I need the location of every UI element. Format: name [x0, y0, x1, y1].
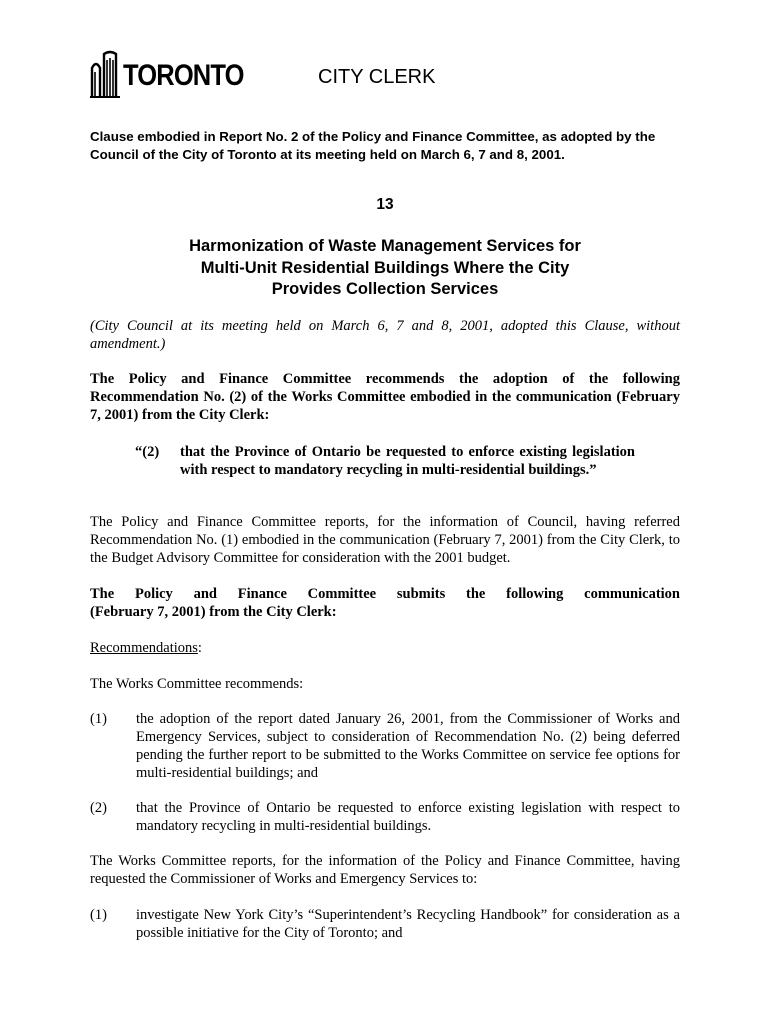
document-title: [90, 236, 680, 301]
submits-paragraph: [90, 585, 680, 621]
works-recommends: The Works Committee recommends:: [90, 676, 304, 692]
reports-paragraph: The Policy and Finance Committee reports, for the information of Council, having referred Recommendation No. (1) embodied in the communication (February 7, 2001) from the City Clerk, to the Budget Advisory Committee for consideration with the 2001 budget.: [90, 514, 680, 566]
department-name: CITY CLERK: [318, 66, 436, 88]
submits-line: The Policy and Finance Committee submits the following communication: [90, 586, 680, 602]
works-reports: The Works Committee reports, for the information of the Policy and Finance Committee, having requested the Commissioner of Works and Emergency Services to:: [90, 853, 680, 887]
quote-number: “(2): [135, 444, 160, 460]
letterhead: [90, 44, 680, 98]
quote-text: that the Province of Ontario be requested to enforce existing legislation with respect to mandatory recycling in multi-residential buildings.”: [180, 444, 635, 478]
city-hall-icon: [90, 50, 124, 98]
recommendations-heading: [90, 639, 680, 657]
recommendations-heading-text: Recommendations: [90, 640, 198, 656]
heading-colon: :: [197, 640, 202, 656]
list-item-text: the adoption of the report dated January 26, 2001, from the Commissioner of Works and Emergency Services, subject to consideration of Recommendation No. (2) being deferred pending the further report to be submitted to the Works Committee on service fee options for multi-residential buildings; and: [136, 711, 680, 781]
title-line: Harmonization of Waste Management Services for: [189, 237, 581, 255]
list-item-number: (1): [90, 907, 107, 923]
title-line: Multi-Unit Residential Buildings Where the City: [200, 258, 570, 277]
list-item-text: that the Province of Ontario be requested to enforce existing legislation with respect to mandatory recycling in multi-residential buildings.: [136, 800, 680, 834]
list-item-number: (2): [90, 800, 107, 816]
recommends-intro: The Policy and Finance Committee recommends the adoption of the following Recommendation No. (2) of the Works Committee embodied in the communication (February 7, 2001) from the City Clerk:: [90, 371, 680, 423]
council-note: (City Council at its meeting held on March 6, 7 and 8, 2001, adopted this Clause, without amendment.): [90, 318, 680, 352]
list-item-number: (1): [90, 711, 107, 727]
toronto-logo: [90, 44, 250, 98]
item-number: 13: [376, 196, 394, 213]
logo-wordmark: TORONTO: [123, 59, 244, 92]
title-line: Provides Collection Services: [271, 280, 499, 298]
clause-reference: Clause embodied in Report No. 2 of the Policy and Finance Committee, as adopted by the Council of the City of Toronto at its meeting held on March 6, 7 and 8, 2001.: [90, 129, 656, 162]
list-item-text: investigate New York City’s “Superintendent’s Recycling Handbook” for consideration as a possible initiative for the City of Toronto; and: [136, 907, 680, 941]
submits-line: (February 7, 2001) from the City Clerk:: [90, 604, 337, 620]
